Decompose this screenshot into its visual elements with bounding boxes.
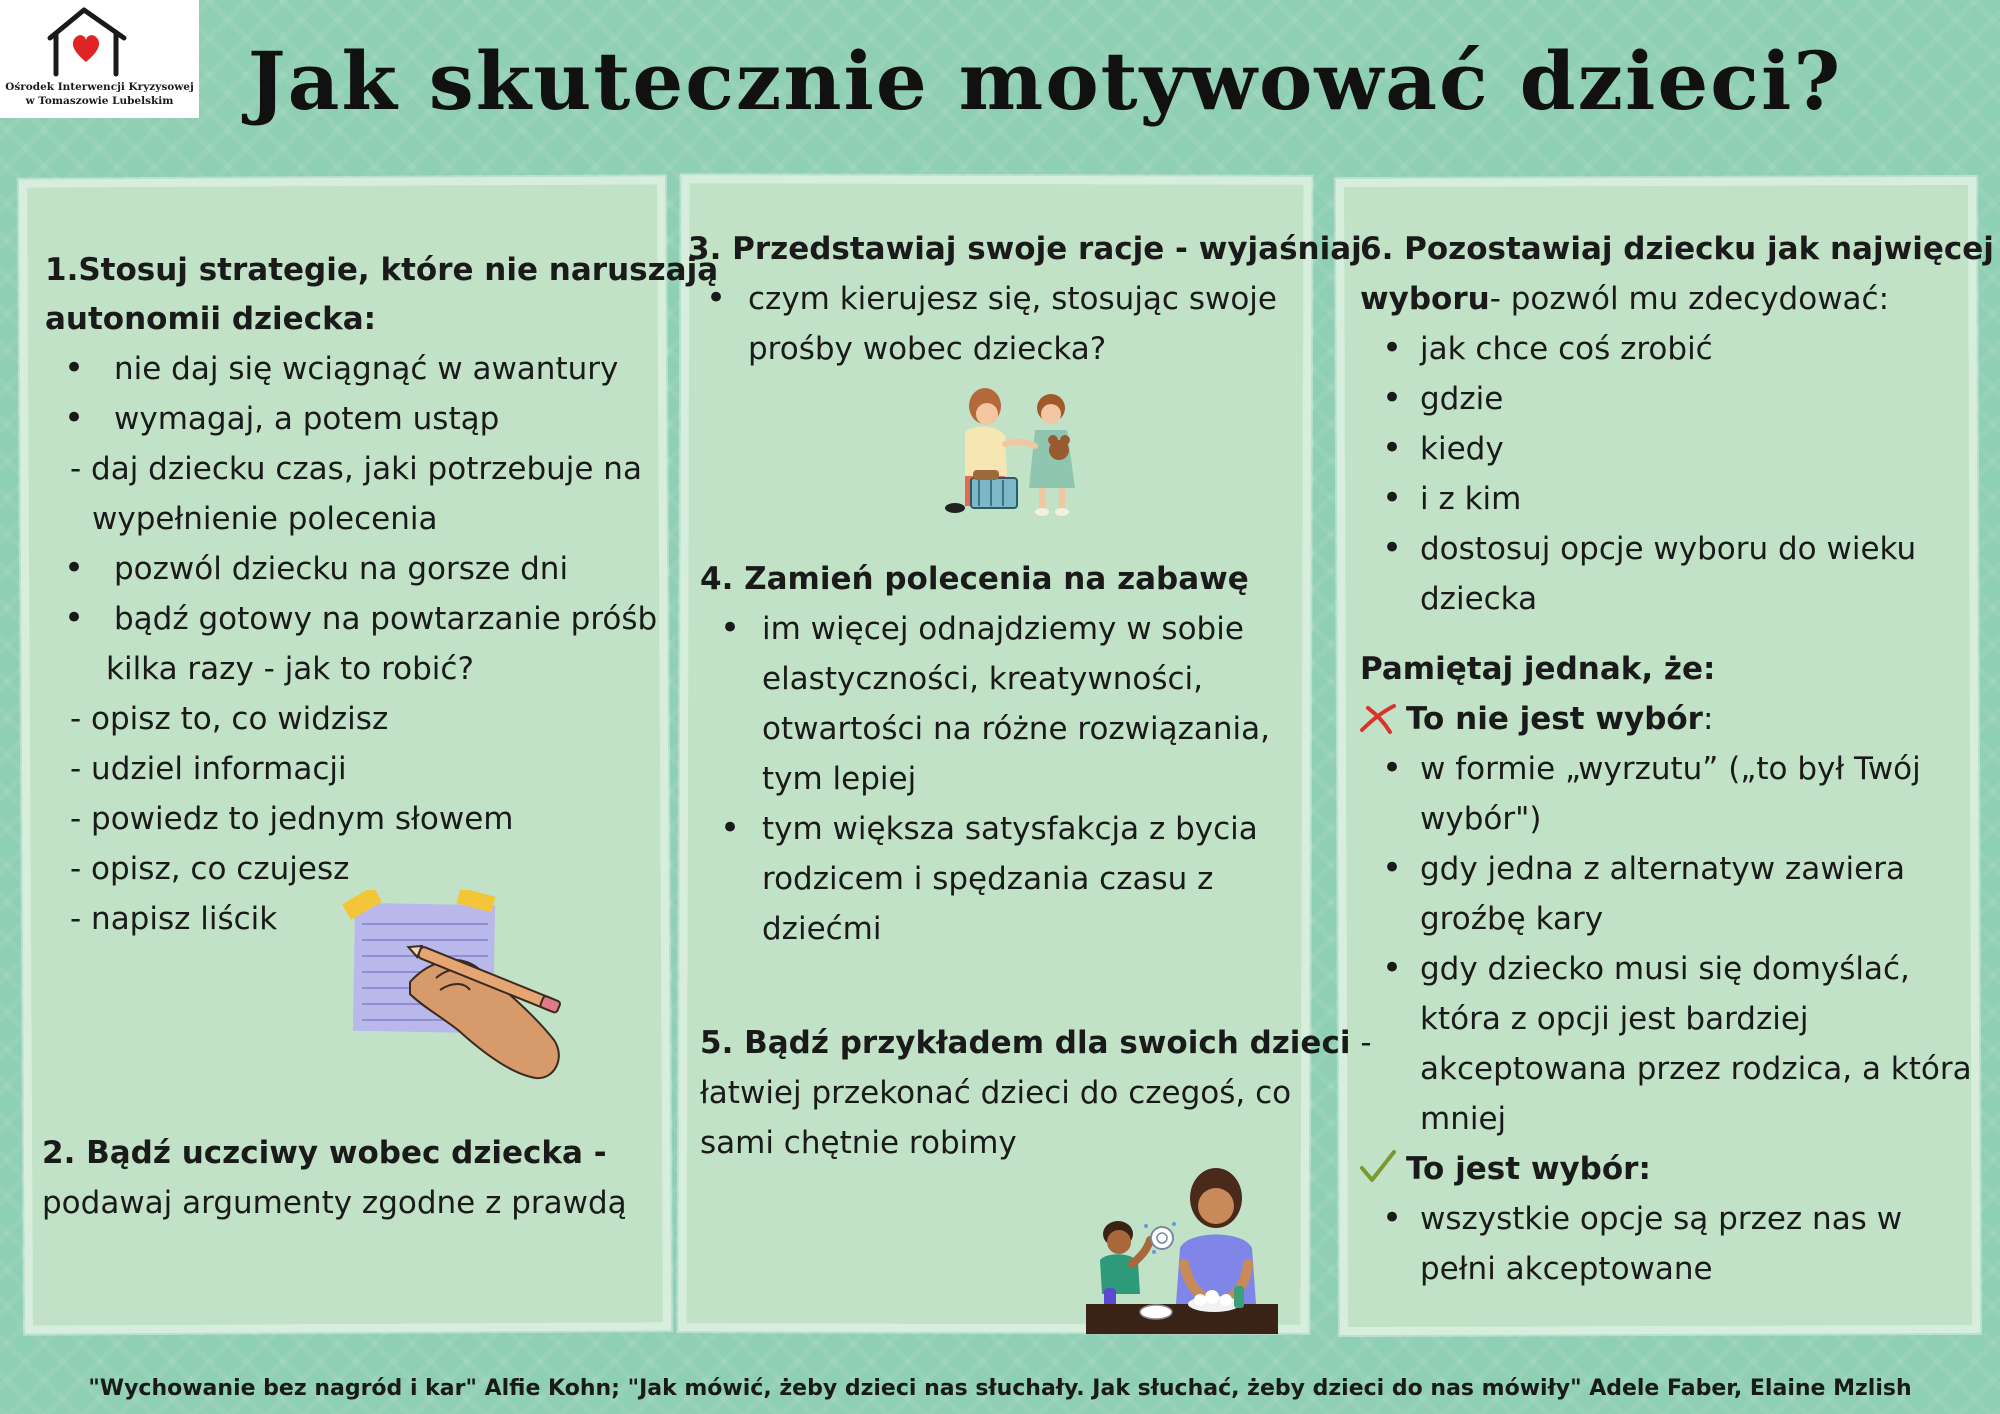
heading-5 <box>700 1018 1372 1068</box>
girls-with-laundry-basket-illustration <box>935 384 1095 524</box>
bullet: • <box>720 808 741 848</box>
list-item: czym kierujesz się, stosując swoje <box>748 281 1277 317</box>
list-item: - opisz to, co widzisz <box>70 701 389 737</box>
list-item: - powiedz to jednym słowem <box>70 801 514 837</box>
bullet: • <box>720 608 741 648</box>
list-item-continued: prośby wobec dziecka? <box>748 331 1107 367</box>
list-item: jak chce coś zrobić <box>1420 331 1713 367</box>
is-choice-heading: To jest wybór: <box>1406 1151 1651 1187</box>
bullet: • <box>1382 328 1403 368</box>
bullet: • <box>1382 528 1403 568</box>
list-item-continued: która z opcji jest bardziej <box>1420 1001 1809 1037</box>
list-item: gdy jedna z alternatyw zawiera <box>1420 851 1905 887</box>
list-item: gdzie <box>1420 381 1504 417</box>
footer-references: "Wychowanie bez nagród i kar" Alfie Kohn; "Jak mówić, żeby dzieci nas słuchały. Jak słuchać, żeby dzieci do nas mówiły" Adele Faber, Elaine Mzlish <box>88 1376 1912 1401</box>
bullet: • <box>1382 378 1403 418</box>
list-item: - daj dziecku czas, jaki potrzebuje na <box>70 451 642 487</box>
bullet: • <box>64 348 85 388</box>
list-item: kiedy <box>1420 431 1504 467</box>
list-item-continued: rodzicem i spędzania czasu z <box>762 861 1214 897</box>
list-item: - napisz liścik <box>70 901 278 937</box>
list-item: dostosuj opcje wyboru do wieku <box>1420 531 1917 567</box>
bullet: • <box>1382 948 1403 988</box>
list-item-continued: pełni akceptowane <box>1420 1251 1713 1287</box>
list-item: bądź gotowy na powtarzanie próśb <box>114 601 658 637</box>
list-item-continued: otwartości na różne rozwiązania, <box>762 711 1271 747</box>
heading-2: 2. Bądź uczciwy wobec dziecka - <box>42 1135 607 1171</box>
logo-line-2: w Tomaszowie Lubelskim <box>25 95 174 107</box>
list-item-continued: wybór") <box>1420 801 1542 837</box>
bullet: • <box>1382 1198 1403 1238</box>
remember-heading: Pamiętaj jednak, że: <box>1360 651 1716 687</box>
heading-4: 4. Zamień polecenia na zabawę <box>700 561 1249 597</box>
list-item: wszystkie opcje są przez nas w <box>1420 1201 1903 1237</box>
paragraph-2: podawaj argumenty zgodne z prawdą <box>42 1185 627 1221</box>
bullet: • <box>706 278 727 318</box>
list-item: - udziel informacji <box>70 751 347 787</box>
not-choice-label: To nie jest wybór <box>1406 701 1703 737</box>
heading-6-bold: wyboru <box>1360 281 1490 317</box>
list-item: w formie „wyrzutu” („to był Twój <box>1420 751 1921 787</box>
list-item-continued: groźbę kary <box>1420 901 1604 937</box>
list-item: pozwól dziecku na gorsze dni <box>114 551 569 587</box>
list-item-continued: dziećmi <box>762 911 882 947</box>
bullet: • <box>1382 478 1403 518</box>
heading-6-line-1: 6. Pozostawiaj dziecku jak najwięcej <box>1360 231 1994 267</box>
bullet: • <box>64 548 85 588</box>
heading-6-line-2 <box>1360 274 1889 324</box>
check-mark-icon <box>1358 1148 1398 1184</box>
cross-mark-icon <box>1358 700 1398 736</box>
list-item: nie daj się wciągnąć w awantury <box>114 351 619 387</box>
bullet: • <box>1382 748 1403 788</box>
page-title: Jak skutecznie motywować dzieci? <box>247 34 1843 128</box>
not-choice-heading <box>1406 694 1713 744</box>
bullet: • <box>1382 428 1403 468</box>
bullet: • <box>64 598 85 638</box>
list-item-continued: akceptowana przez rodzica, a która <box>1420 1051 1972 1087</box>
bullet: • <box>64 398 85 438</box>
list-item: tym większa satysfakcja z bycia <box>762 811 1258 847</box>
heading-5-bold: 5. Bądź przykładem dla swoich dzieci <box>700 1025 1351 1061</box>
list-item: gdy dziecko musi się domyślać, <box>1420 951 1910 987</box>
list-item-continued: wypełnienie polecenia <box>92 501 438 537</box>
heading-6-rest: - pozwól mu zdecydować: <box>1489 281 1890 317</box>
list-item: i z kim <box>1420 481 1522 517</box>
list-item: im więcej odnajdziemy w sobie <box>762 611 1244 647</box>
logo-line-1: Ośrodek Interwencji Kryzysowej <box>5 81 194 93</box>
list-item-continued: tym lepiej <box>762 761 917 797</box>
list-item-continued: elastyczności, kreatywności, <box>762 661 1203 697</box>
list-item: - opisz, co czujesz <box>70 851 350 887</box>
list-item-continued: dziecka <box>1420 581 1538 617</box>
not-choice-colon: : <box>1702 701 1714 737</box>
heading-1-line-2: autonomii dziecka: <box>45 301 377 337</box>
list-item: wymagaj, a potem ustąp <box>114 401 500 437</box>
paragraph-5-line-1: łatwiej przekonać dzieci do czegoś, co <box>700 1075 1292 1111</box>
bullet: • <box>1382 848 1403 888</box>
note-writing-hand-illustration <box>340 890 620 1100</box>
heading-3: 3. Przedstawiaj swoje racje - wyjaśniaj <box>688 231 1362 267</box>
mother-and-child-washing-dishes-illustration <box>1084 1164 1280 1334</box>
heading-5-dash: - <box>1350 1025 1372 1061</box>
list-item-continued: mniej <box>1420 1101 1507 1137</box>
list-item-continued: kilka razy - jak to robić? <box>106 651 474 687</box>
paragraph-5-line-2: sami chętnie robimy <box>700 1125 1017 1161</box>
heading-1-line-1: 1.Stosuj strategie, które nie naruszają <box>45 252 719 288</box>
